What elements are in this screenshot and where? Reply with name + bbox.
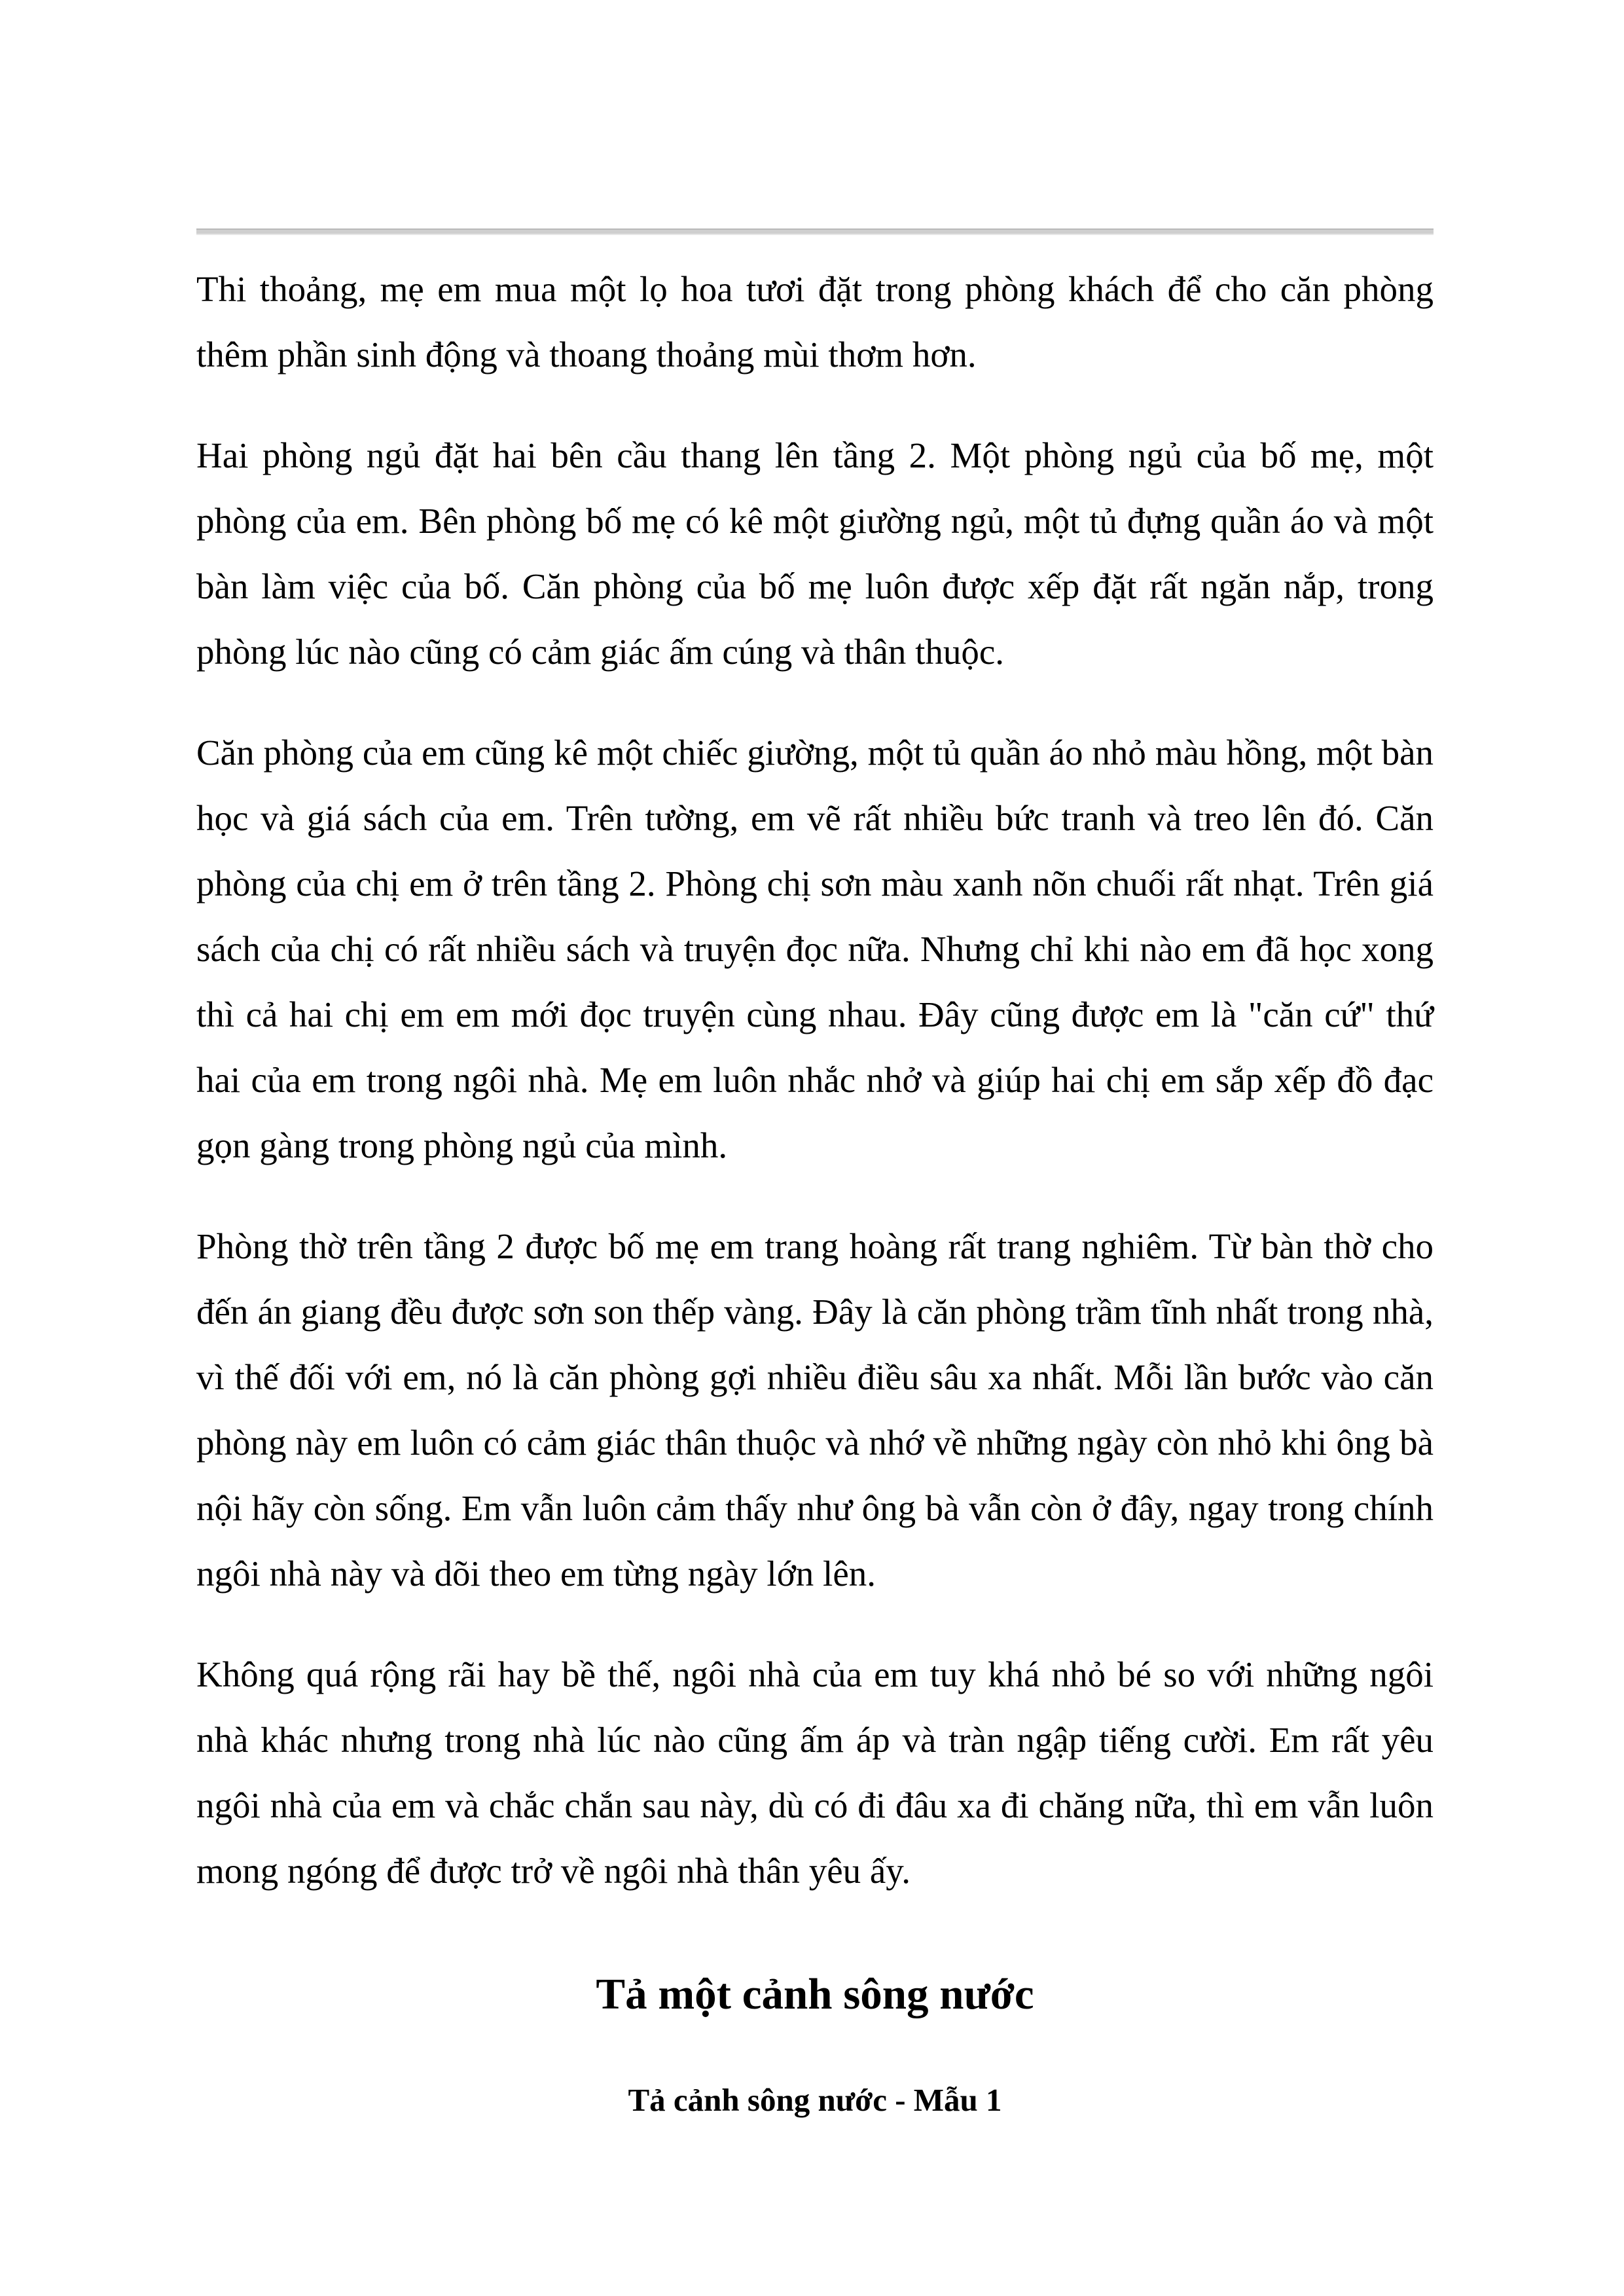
paragraph-5: Không quá rộng rãi hay bề thế, ngôi nhà của em tuy khá nhỏ bé so với những ngôi nhà khác nhưng trong nhà lúc nào cũng ấm áp và tràn ngập tiếng cười. Em rất yêu ngôi nhà của em và chắc chắn sau này, dù có đi đâu xa đi chăng nữa, thì em vẫn luôn mong ngóng để được trở về ngôi nhà thân yêu ấy.: [196, 1654, 1434, 1891]
header-divider: [196, 228, 1434, 235]
document-body: [196, 257, 1434, 2126]
paragraph-3: Căn phòng của em cũng kê một chiếc giường, một tủ quần áo nhỏ màu hồng, một bàn học và giá sách của em. Trên tường, em vẽ rất nhiều bức tranh và treo lên đó. Căn phòng của chị em ở trên tầng 2. Phòng chị sơn màu xanh nõn chuối rất nhạt. Trên giá sách của chị có rất nhiều sách và truyện đọc nữa. Nhưng chỉ khi nào em đã học xong thì cả hai chị em em mới đọc truyện cùng nhau. Đây cũng được em là "căn cứ" thứ hai của em trong ngôi nhà. Mẹ em luôn nhắc nhở và giúp hai chị em sắp xếp đồ đạc gọn gàng trong phòng ngủ của mình.: [196, 733, 1434, 1165]
paragraph-4: Phòng thờ trên tầng 2 được bố mẹ em trang hoàng rất trang nghiêm. Từ bàn thờ cho đến án giang đều được sơn son thếp vàng. Đây là căn phòng trầm tĩnh nhất trong nhà, vì thế đối với em, nó là căn phòng gợi nhiều điều sâu xa nhất. Mỗi lần bước vào căn phòng này em luôn có cảm giác thân thuộc và nhớ về những ngày còn nhỏ khi ông bà nội hãy còn sống. Em vẫn luôn cảm thấy như ông bà vẫn còn ở đây, ngay trong chính ngôi nhà này và dõi theo em từng ngày lớn lên.: [196, 1226, 1434, 1594]
section-subheading: Tả cảnh sông nước - Mẫu 1: [628, 2082, 1002, 2118]
section-heading: Tả một cảnh sông nước: [596, 1970, 1034, 2018]
paragraph-1: Thi thoảng, mẹ em mua một lọ hoa tươi đặt trong phòng khách để cho căn phòng thêm phần sinh động và thoang thoảng mùi thơm hơn.: [196, 269, 1434, 374]
paragraph-2: Hai phòng ngủ đặt hai bên cầu thang lên tầng 2. Một phòng ngủ của bố mẹ, một phòng của em. Bên phòng bố mẹ có kê một giường ngủ, một tủ đựng quần áo và một bàn làm việc của bố. Căn phòng của bố mẹ luôn được xếp đặt rất ngăn nắp, trong phòng lúc nào cũng có cảm giác ấm cúng và thân thuộc.: [196, 435, 1434, 672]
